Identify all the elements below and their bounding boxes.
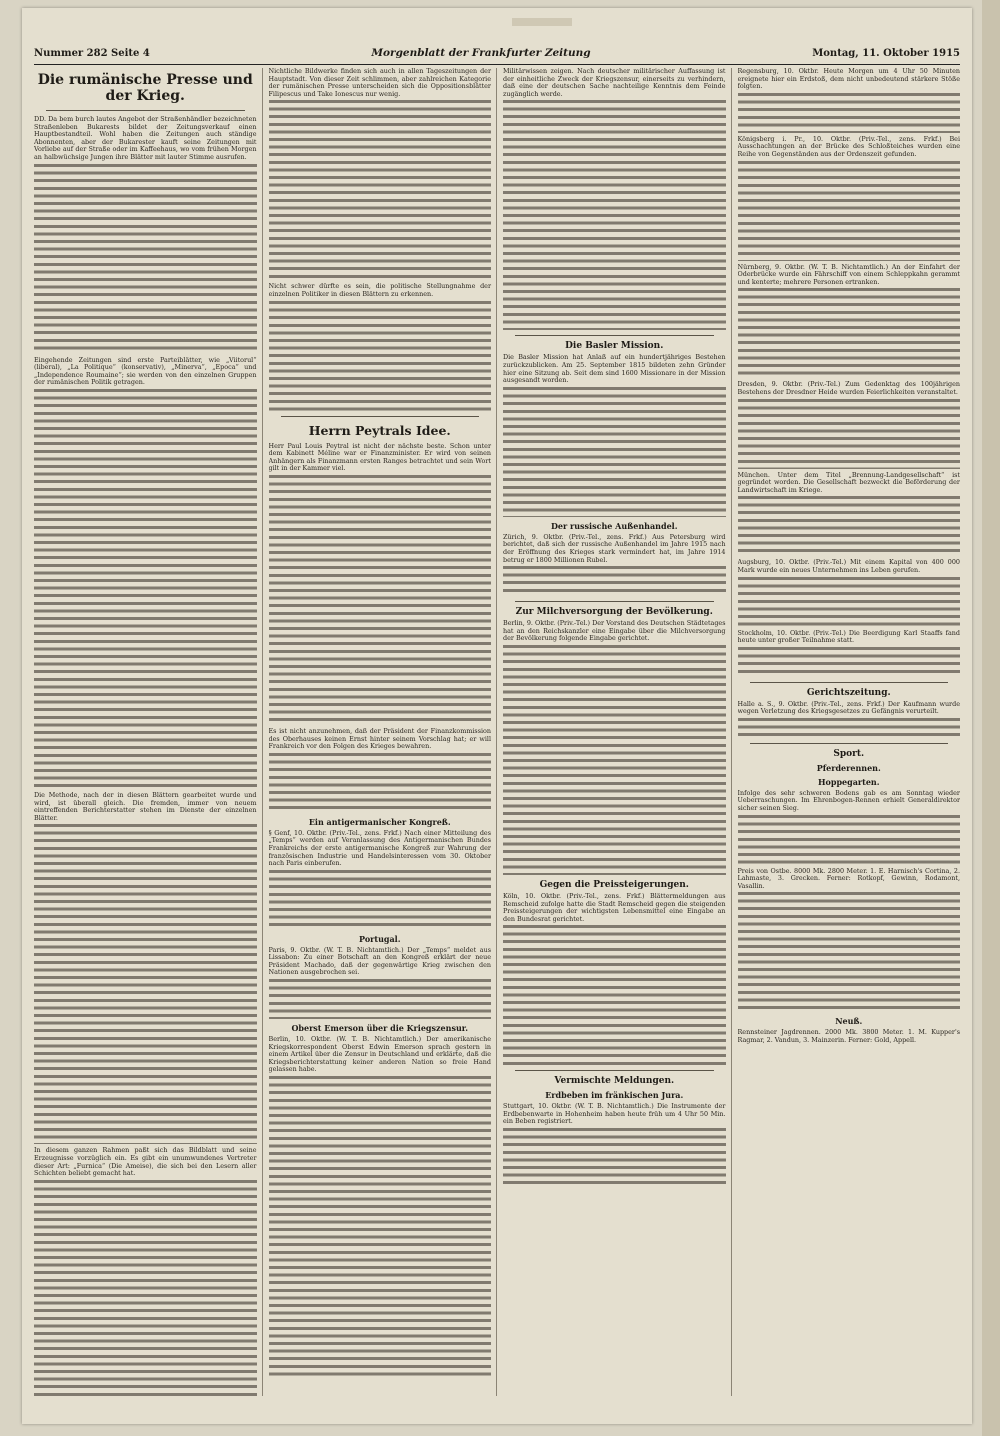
text-block — [503, 925, 726, 1065]
newspaper-page — [22, 8, 972, 1424]
heading-antigerman-congress: Ein antigermanischer Kongreß. — [308, 816, 451, 827]
article-paragraph: Halle a. S., 9. Oktbr. (Priv.-Tel., zens. Frkf.) Der Kaufmann wurde wegen Verletzung des Kriegsgesetzes zu Gefängnis verurteilt. — [737, 699, 960, 716]
article-paragraph: § Genf, 10. Oktbr. (Priv.-Tel., zens. Frkf.) Nach einer Mitteilung des „Temps“ werden auf Veranlassung des Antigermanischen Bundes Frankreichs der erste antigermanische Kongreß zur Wahrung der französischen Industrie und Handelsinteressen vom 30. Oktober nach Paris einberufen. — [268, 828, 491, 868]
text-block — [34, 1180, 257, 1396]
article-paragraph: Es ist nicht anzunehmen, daß der Präsident der Finanzkommission des Oberhauses keinen Ernst hinter seinem Vorschlag hat; er will Frankreich vor den Folgen des Krieges bewahren. — [268, 726, 491, 751]
text-block — [269, 1076, 492, 1376]
article-paragraph: Militärwissen zeigen. Nach deutscher militärischer Auffassung ist der einheitliche Zweck der Kriegszensur, einerseits zu verhindern, daß eine der deutschen Sache nachteilige Kenntnis dem Feinde zugänglich werde. — [503, 68, 726, 98]
text-block — [503, 387, 726, 517]
divider — [750, 743, 949, 744]
heading-sport: Sport. — [833, 748, 865, 759]
text-block — [738, 577, 961, 627]
article-paragraph: Rennsteiner Jagdrennen. 2000 Mk. 3800 Meter. 1. M. Kupper's Ragmar, 2. Vandun, 3. Mainzerin. Ferner: Gold, Appell. — [737, 1028, 960, 1045]
article-paragraph: DD. Da bem burch lautes Angebot der Straßenhändler bezeichneten Straßenleben Bukarests bildet der Zeitungsverkauf einen Hauptbestandteil. Wohl haben die Zeitungen auch ständige Abonnenten, aber der Bukarester kauft seine Zeitungen mit Vorliebe auf der Straße oder im Kaffeehaus, wo vom frühen Morgen an halbwüchsige Jungen ihre Blätter mit lauter Stimme ausrufen. — [34, 115, 257, 161]
article-paragraph: Die Methode, nach der in diesen Blättern gearbeitet wurde und wird, ist überall gleich. Die fremden, immer von neuem eintreffenden Berichterstatter stehen im Dienste der einzelnen Blätter. — [34, 790, 257, 822]
article-paragraph: Dresden, 9. Oktbr. (Priv.-Tel.) Zum Gedenktag des 100jährigen Bestehens der Dresdner Heide wurden Feierlichkeiten veranstaltet. — [737, 380, 960, 396]
article-paragraph: München. Unter dem Titel „Brennung-Landgesellschaft“ ist gegründet worden. Die Gesellschaft bezweckt die Beförderung der Landwirtschaft im Kriege. — [737, 470, 960, 494]
text-block — [503, 566, 726, 596]
article-paragraph: Paris, 9. Oktbr. (W. T. B. Nichtamtlich.) Der „Temps“ meldet aus Lissabon: Zu einer Botschaft an den Kongreß erklärt der neue Präsident Machado, daß der gegenwärtige Krieg zwischen den Nationen ausgebrochen sei. — [268, 945, 491, 977]
text-block — [738, 647, 961, 677]
text-block — [34, 824, 257, 1144]
article-paragraph: Stuttgart, 10. Oktbr. (W. T. B. Nichtamtlich.) Die Instrumente der Erdbebenwarte in Hohenheim haben heute früh um 4 Uhr 50 Min. ein Beben registriert. — [503, 1102, 726, 1126]
masthead — [34, 42, 960, 65]
page-binding-tab — [512, 18, 572, 26]
heading-miscellaneous: Vermischte Meldungen. — [554, 1076, 675, 1087]
article-paragraph: Eingehende Zeitungen sind erste Parteiblätter, wie „Viitorul“ (liberal), „La Politique“ (konservativ), „Minerva“, „Epoca“ und „Independence Roumaine“; sie werden von den einzelnen Gruppen der rumänischen Politik getragen. — [34, 355, 257, 387]
article-paragraph: Herr Paul Louis Peytral ist nicht der nächste beste. Schon unter dem Kabinett Méline war er Finanzminister. Er wird von seinen Anhängern als Finanzmann ersten Ranges betrachtet und sein Wort gilt in der Kammer viel. — [268, 441, 491, 473]
heading-russian-trade: Der russische Außenhandel. — [550, 520, 678, 531]
masthead-issue: Nummer 282 Seite 4 — [34, 47, 150, 59]
text-block — [269, 870, 492, 930]
columns — [34, 68, 960, 1396]
article-paragraph: Berlin, 10. Oktbr. (W. T. B. Nichtamtlich.) Der amerikanische Kriegskorrespondent Oberst Edwin Emerson sprach gestern in einem Artikel über die Zensur in Deutschland und erklärte, daß die Kriegsberichterstattung keiner anderen Nation so freie Hand gelassen habe. — [268, 1035, 491, 1074]
column-4 — [738, 68, 961, 1396]
article-paragraph: Augsburg, 10. Oktbr. (Priv.-Tel.) Mit einem Kapital von 400 000 Mark wurde ein neues Unternehmen ins Leben gerufen. — [737, 558, 960, 574]
article-paragraph: Die Basler Mission hat Anlaß auf ein hundertjähriges Bestehen zurückzublicken. Am 25. September 1815 bildeten zehn Gründer hier eine Sitzung ab. Seit dem sind 1600 Missionare in der Mission ausgesandt worden. — [503, 353, 726, 385]
article-paragraph: Nürnberg, 9. Oktbr. (W. T. B. Nichtamtlich.) An der Einfahrt der Oderbrücke wurde ein Fährschiff von einem Schleppkahn gerammt und kenterte; mehrere Personen ertranken. — [737, 262, 960, 286]
text-block — [738, 892, 961, 1012]
text-block — [503, 645, 726, 875]
divider — [46, 110, 245, 111]
heading-court-news: Gerichtszeitung. — [806, 687, 891, 698]
text-block — [738, 399, 961, 469]
text-block — [738, 93, 961, 133]
text-block — [34, 389, 257, 789]
column-3 — [503, 68, 732, 1396]
heading-basel-mission: Die Basler Mission. — [565, 341, 664, 352]
text-block — [738, 815, 961, 865]
article-paragraph: In diesem ganzen Rahmen paßt sich das Bildblatt und seine Erzeugnisse vorzüglich ein. Es gibt ein unumwundenes Vertreter dieser Art: „Furnica“ (Die Ameise), die sich bei den Lesern aller Schichten beliebt gemacht hat. — [34, 1146, 257, 1178]
text-block — [503, 1128, 726, 1188]
scan-margin — [982, 0, 1000, 1436]
heading-emerson: Oberst Emerson über die Kriegszensur. — [291, 1023, 469, 1034]
divider — [515, 601, 714, 602]
heading-earthquake: Erdbeben im fränkischen Jura. — [545, 1090, 684, 1101]
article-paragraph: Königsberg i. Pr., 10. Oktbr. (Priv.-Tel., zens. Frkf.) Bei Ausschachtungen an der Brücke des Schloßteiches wurden eine Reihe von Gegenständen aus der Ordenszeit gefunden. — [737, 134, 960, 158]
text-block — [738, 161, 961, 261]
masthead-date: Montag, 11. Oktober 1915 — [812, 47, 960, 59]
heading-neuss: Neuß. — [835, 1016, 863, 1027]
article-paragraph: Preis von Ostbe. 8000 Mk. 2800 Meter. 1. E. Harnisch's Cortina, 2. Lahmaste, 3. Grecken. Ferner: Rotkopf, Gewinn, Rodamont, Vasallin. — [737, 866, 960, 890]
masthead-title: Morgenblatt der Frankfurter Zeitung — [371, 47, 591, 59]
article-title-romanian-press: Die rumänische Presse und der Krieg. — [37, 72, 253, 104]
heading-price-increases: Gegen die Preissteigerungen. — [539, 879, 689, 890]
text-block — [738, 288, 961, 378]
article-title-peytral: Herrn Peytrals Idee. — [308, 422, 451, 438]
divider — [515, 1070, 714, 1071]
article-paragraph: Köln, 10. Oktbr. (Priv.-Tel., zens. Frkf.) Blättermeldungen aus Remscheid zufolge hatte die Stadt Remscheid gegen die steigenden Preissteigerungen der wichtigsten Lebensmittel eine Eingabe an den Bundesrat gerichtet. — [503, 891, 726, 923]
text-block — [269, 979, 492, 1019]
text-block — [269, 475, 492, 725]
article-paragraph: Stockholm, 10. Oktbr. (Priv.-Tel.) Die Beerdigung Karl Staaffs fand heute unter großer Teilnahme statt. — [737, 628, 960, 645]
heading-milk-supply: Zur Milchversorgung der Bevölkerung. — [515, 607, 713, 618]
article-paragraph: Regensburg, 10. Oktbr. Heute Morgen um 4 Uhr 50 Minuten ereignete hier ein Erdstoß, dem nicht unbedeutend stärkere Stöße folgten. — [737, 68, 960, 91]
text-block — [269, 301, 492, 411]
column-2 — [269, 68, 498, 1396]
article-paragraph: Nicht schwer dürfte es sein, die politische Stellungnahme der einzelnen Politiker in diesen Blättern zu erkennen. — [268, 282, 491, 298]
article-paragraph: Berlin, 9. Oktbr. (Priv.-Tel.) Der Vorstand des Deutschen Städtetages hat an den Reichskanzler eine Eingabe über die Milchversorgung der Bevölkerung folgende Eingabe gerichtet. — [503, 619, 726, 643]
text-block — [34, 164, 257, 354]
article-paragraph: Infolge des sehr schweren Bodens gab es am Sonntag wieder Ueberraschungen. Im Ehrenbogen-Rennen erhielt Generaldirektor sicher seinen Sieg. — [737, 788, 960, 813]
divider — [281, 416, 480, 417]
text-block — [738, 718, 961, 738]
divider — [515, 335, 714, 336]
heading-hoppegarten: Hoppegarten. — [817, 776, 880, 787]
text-block — [738, 496, 961, 556]
text-block — [503, 100, 726, 330]
heading-portugal: Portugal. — [359, 933, 401, 944]
article-paragraph: Nichtliche Bildwerke finden sich auch in allen Tageszeitungen der Hauptstadt. Von dieser Zeit schlimmen, aber zahlreichen Kategorie der rumänischen Presse unterscheiden sich die Oppositionsblätter Filipescus und Take Ionescus nur wenig. — [268, 68, 491, 98]
divider — [750, 682, 949, 683]
heading-horse-racing: Pferderennen. — [816, 762, 881, 773]
text-block — [269, 753, 492, 813]
text-block — [269, 100, 492, 280]
article-paragraph: Zürich, 9. Oktbr. (Priv.-Tel., zens. Frkf.) Aus Petersburg wird berichtet, daß sich der russische Außenhandel im Jahre 1915 nach der Eröffnung des Krieges stark vermindert hat, im Jahre 1914 betrug er 1800 Millionen Rubel. — [503, 532, 726, 564]
column-1 — [34, 68, 263, 1396]
